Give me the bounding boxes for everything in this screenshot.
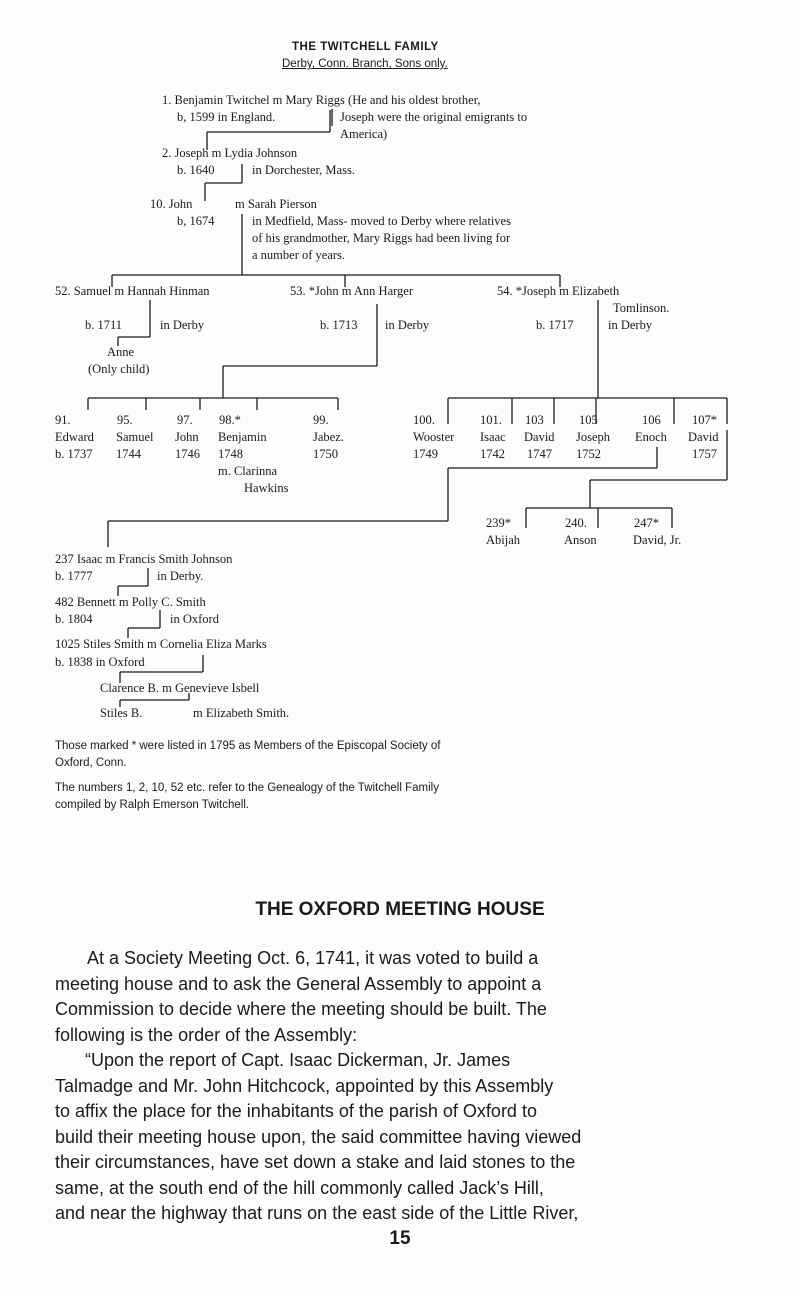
anne-note: (Only child): [88, 362, 150, 376]
john-53-birth: b. 1713: [320, 318, 358, 332]
john-name: 10. John: [150, 197, 193, 211]
benjamin-note-2: America): [340, 127, 388, 141]
bennett-482-entry: 482 Bennett m Polly C. Smith: [55, 595, 206, 609]
child-106-name: Enoch: [635, 430, 667, 444]
family-title: THE TWITCHELL FAMILY: [292, 41, 439, 53]
paragraph-line: Commission to decide where the meeting should be built. The: [55, 999, 547, 1019]
joseph-54-birth: b. 1717: [536, 318, 574, 332]
child-239-name: Abijah: [486, 533, 521, 547]
clarence-entry: Clarence B. m Genevieve Isbell: [100, 681, 260, 695]
child-98-num: 98.*: [219, 413, 241, 427]
footnote-numbers-2: compiled by Ralph Emerson Twitchell.: [55, 799, 250, 811]
isaac-237-entry: 237 Isaac m Francis Smith Johnson: [55, 552, 233, 566]
child-101-num: 101.: [480, 413, 502, 427]
child-107-num: 107*: [692, 413, 717, 427]
paragraph-line: to affix the place for the inhabitants of the parish of Oxford to: [55, 1101, 537, 1121]
footnote-asterisk: Those marked * were listed in 1795 as Members of the Episcopal Society of: [55, 740, 441, 752]
benjamin-note-1: Joseph were the original emigrants to: [340, 110, 528, 124]
paragraph-line: same, at the south end of the hill commonly called Jack’s Hill,: [55, 1177, 544, 1198]
paragraph-line: “Upon the report of Capt. Isaac Dickerman, Jr. James: [85, 1050, 511, 1070]
child-103-year: 1747: [527, 447, 552, 461]
child-105-year: 1752: [576, 447, 601, 461]
child-103-num: 103: [525, 413, 544, 427]
john-note-3: a number of years.: [252, 248, 346, 262]
child-99-name: Jabez.: [313, 430, 344, 444]
child-98-year: 1748: [218, 447, 243, 461]
child-91-num: 91.: [55, 413, 71, 427]
child-97-year: 1746: [175, 447, 200, 461]
benjamin-bracket: [0, 0, 800, 140]
child-99-year: 1750: [313, 447, 338, 461]
child-97-num: 97.: [177, 413, 193, 427]
child-247-num: 247*: [634, 516, 659, 530]
child-97-name: John: [175, 430, 199, 444]
paragraph-line: following is the order of the Assembly:: [55, 1024, 358, 1045]
samuel-52-birth: b. 1711: [85, 318, 123, 332]
benjamin-98-spouse-2: Hawkins: [244, 481, 289, 495]
joseph-birth: b. 1640: [177, 163, 215, 177]
paragraph-line: At a Society Meeting Oct. 6, 1741, it was voted to build a: [87, 948, 539, 968]
child-240-name: Anson: [564, 533, 597, 547]
isaac-237-place: in Derby.: [157, 569, 204, 583]
page-number: 15: [389, 1228, 411, 1249]
child-106-num: 106: [642, 413, 661, 427]
paragraph-line: and near the highway that runs on the east side of the Little River,: [55, 1203, 579, 1223]
benjamin-birth: b, 1599 in England.: [177, 110, 276, 124]
child-101-name: Isaac: [480, 430, 506, 444]
child-107-year: 1757: [692, 447, 717, 461]
john-53-place: in Derby: [385, 318, 430, 332]
joseph-54-entry-2: Tomlinson.: [613, 301, 670, 315]
stiles-b-name: Stiles B.: [100, 706, 143, 720]
child-105-name: Joseph: [576, 430, 611, 444]
child-95-num: 95.: [117, 413, 133, 427]
child-91-name: Edward: [55, 430, 94, 444]
footnote-numbers: The numbers 1, 2, 10, 52 etc. refer to the Genealogy of the Twitchell Family: [55, 782, 439, 794]
child-101-year: 1742: [480, 447, 505, 461]
john-note-2: of his grandmother, Mary Riggs had been living for: [252, 231, 511, 245]
child-247-name: David, Jr.: [633, 533, 682, 547]
benjamin-entry: 1. Benjamin Twitchel m Mary Riggs (He and his oldest brother,: [162, 93, 481, 107]
anne-name: Anne: [107, 345, 135, 359]
family-subtitle: Derby, Conn. Branch, Sons only.: [282, 58, 448, 70]
paragraph-line: build their meeting house upon, the said committee having viewed: [55, 1126, 582, 1147]
joseph-54-entry: 54. *Joseph m Elizabeth: [497, 284, 620, 298]
joseph-54-place: in Derby: [608, 318, 653, 332]
paragraph-line: meeting house and to ask the General Assembly to appoint a: [55, 973, 542, 994]
child-100-name: Wooster: [413, 430, 455, 444]
john-53-entry: 53. *John m Ann Harger: [290, 284, 414, 298]
child-239-num: 239*: [486, 516, 511, 530]
john-birth: b, 1674: [177, 214, 215, 228]
stiles-b-spouse: m Elizabeth Smith.: [193, 706, 290, 720]
bennett-482-place: in Oxford: [170, 612, 219, 626]
joseph-place: in Dorchester, Mass.: [252, 163, 355, 177]
child-99-num: 99.: [313, 413, 329, 427]
child-95-year: 1744: [116, 447, 141, 461]
paragraph-line: Talmadge and Mr. John Hitchcock, appointed by this Assembly: [55, 1075, 554, 1096]
stiles-1025-birth: b. 1838 in Oxford: [55, 655, 145, 669]
john-spouse: m Sarah Pierson: [235, 197, 317, 211]
samuel-52-place: in Derby: [160, 318, 205, 332]
child-103-name: David: [524, 430, 555, 444]
section-paragraph: [55, 946, 755, 1227]
samuel-52-entry: 52. Samuel m Hannah Hinman: [55, 284, 210, 298]
section-heading: THE OXFORD MEETING HOUSE: [255, 899, 545, 920]
child-105-num: 105: [579, 413, 598, 427]
child-95-name: Samuel: [116, 430, 154, 444]
isaac-237-birth: b. 1777: [55, 569, 93, 583]
child-91-year: b. 1737: [55, 447, 93, 461]
paragraph-line: their circumstances, have set down a stake and laid stones to the: [55, 1152, 576, 1172]
child-98-name: Benjamin: [218, 430, 267, 444]
child-100-num: 100.: [413, 413, 435, 427]
joseph-entry: 2. Joseph m Lydia Johnson: [162, 146, 298, 160]
child-240-num: 240.: [565, 516, 587, 530]
child-100-year: 1749: [413, 447, 438, 461]
benjamin-98-spouse: m. Clarinna: [218, 464, 278, 478]
bennett-482-birth: b. 1804: [55, 612, 93, 626]
child-107-name: David: [688, 430, 719, 444]
john-note-1: in Medfield, Mass- moved to Derby where relatives: [252, 214, 511, 228]
stiles-1025-entry: 1025 Stiles Smith m Cornelia Eliza Marks: [55, 637, 267, 651]
footnote-asterisk-2: Oxford, Conn.: [55, 757, 127, 769]
